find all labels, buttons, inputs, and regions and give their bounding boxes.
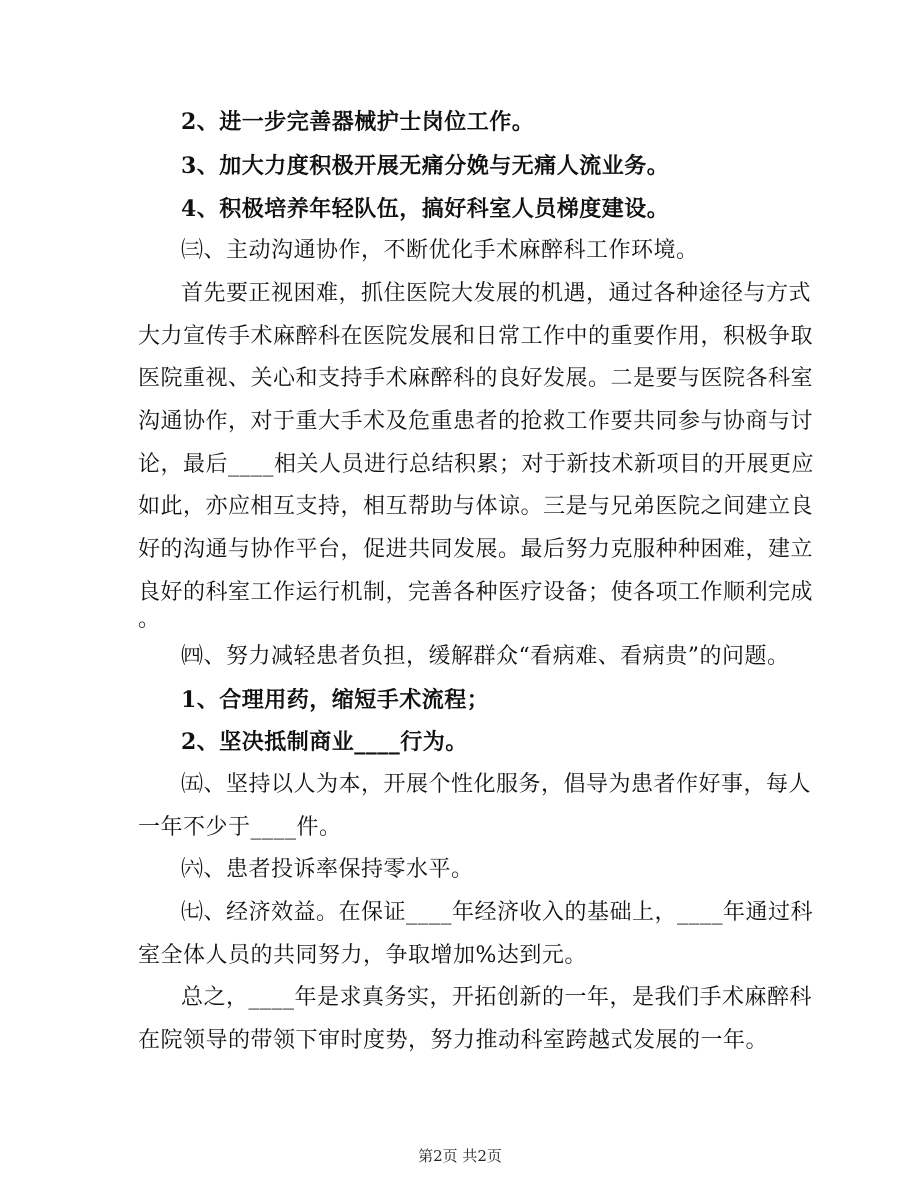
section-heading-4: ㈣、努力减轻患者负担，缓解群众“看病难、看病贵”的问题。	[181, 644, 790, 669]
conclusion-line: 在院领导的带领下审时度势，努力推动科室跨越式发展的一年。	[138, 1028, 769, 1053]
paragraph-line: 医院重视、关心和支持手术麻醉科的良好发展。二是要与医院各科室	[138, 366, 814, 391]
paragraph-line: 如此，亦应相互支持，相互帮助与体谅。三是与兄弟医院之间建立良	[138, 494, 814, 519]
list-item-resist-commercial: 2、坚决抵制商业____行为。	[181, 729, 468, 755]
list-item-rational-drug-use: 1、合理用药，缩短手术流程；	[181, 687, 490, 713]
paragraph-line: 首先要正视困难，抓住医院大发展的机遇，通过各种途径与方式	[181, 281, 812, 306]
list-item-instrument-nurse: 2、进一步完善器械护士岗位工作。	[181, 109, 535, 135]
paragraph-line: 论，最后____相关人员进行总结积累；对于新技术新项目的开展更应	[138, 452, 815, 477]
list-item-painless-services: 3、加大力度积极开展无痛分娩与无痛人流业务。	[181, 153, 670, 179]
conclusion-line: 总之，____年是求真务实，开拓创新的一年，是我们手术麻醉科	[181, 985, 813, 1010]
paragraph-line: 良好的科室工作运行机制，完善各种医疗设备；使各项工作顺利完成	[138, 580, 814, 605]
paragraph-line: 大力宣传手术麻醉科在医院发展和日常工作中的重要作用，积极争取	[138, 324, 814, 349]
paragraph-line: 一年不少于____件。	[138, 815, 342, 840]
paragraph-line: 室全体人员的共同努力，争取增加%达到元。	[138, 943, 587, 968]
paragraph-line: 好的沟通与协作平台，促进共同发展。最后努力克服种种困难，建立	[138, 537, 814, 562]
paragraph-line: 。	[138, 607, 161, 632]
section-heading-5: ㈤、坚持以人为本，开展个性化服务，倡导为患者作好事，每人	[181, 772, 812, 797]
section-heading-7: ㈦、经济效益。在保证____年经济收入的基础上，____年通过科	[181, 900, 814, 925]
section-heading-6: ㈥、患者投诉率保持零水平。	[181, 857, 474, 882]
list-item-young-team: 4、积极培养年轻队伍，搞好科室人员梯度建设。	[181, 196, 670, 222]
page-number-footer: 第2页 共2页	[418, 1147, 502, 1165]
section-heading-3: ㈢、主动沟通协作，不断优化手术麻醉科工作环境。	[181, 238, 699, 263]
paragraph-line: 沟通协作，对于重大手术及危重患者的抢救工作要共同参与协商与讨	[138, 409, 814, 434]
